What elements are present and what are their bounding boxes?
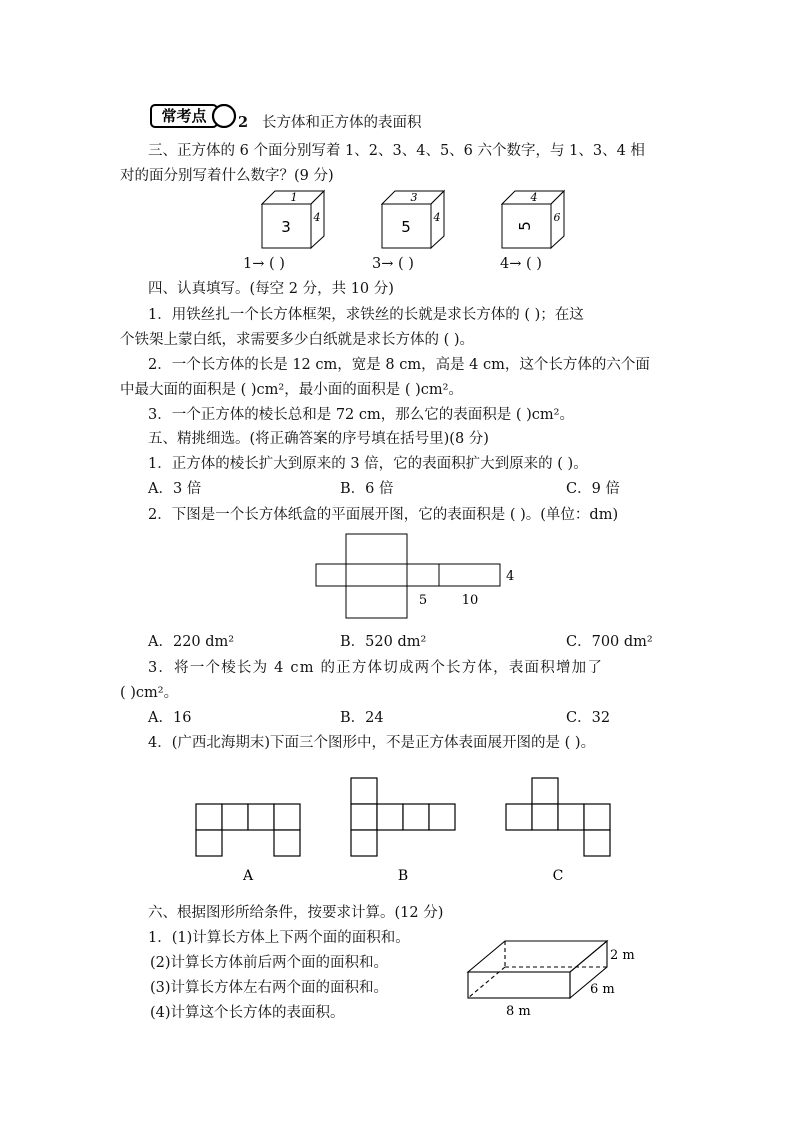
net-b xyxy=(351,778,455,856)
badge-number: 2 xyxy=(238,114,249,131)
cube-1 xyxy=(250,186,340,252)
net-b-label: B xyxy=(397,868,409,884)
dim-height: 2 m xyxy=(610,948,635,963)
q5-item3-opt-c: C．32 xyxy=(566,710,611,726)
q3-answer-1: 1→ ( ) xyxy=(243,256,285,272)
q5-item3a: 3．将一个棱长为 4 cm 的正方体切成两个长方体，表面积增加了 xyxy=(148,660,604,676)
cube-2-side: 4 xyxy=(433,211,441,224)
section-badge xyxy=(150,104,238,128)
q4-item1a: 1．用铁丝扎一个长方体框架，求铁丝的长就是求长方体的 ( )；在这 xyxy=(148,307,584,323)
q5-item2-opt-a: A．220 dm² xyxy=(148,634,235,650)
q5-item3-opt-a: A．16 xyxy=(148,710,192,726)
q5-item4: 4．(广西北海期末)下面三个图形中，不是正方体表面展开图的是 ( )。 xyxy=(148,735,596,751)
q4-title: 四、认真填写。(每空 2 分，共 10 分) xyxy=(148,281,394,297)
q6-item2: (2)计算长方体前后两个面的面积和。 xyxy=(150,955,389,971)
q5-title: 五、精挑细选。(将正确答案的序号填在括号里)(8 分) xyxy=(148,431,489,447)
q5-item3b: ( )cm²。 xyxy=(120,685,179,701)
q6-item4: (4)计算这个长方体的表面积。 xyxy=(150,1005,345,1021)
dim-width: 6 m xyxy=(590,982,615,997)
q3-line2: 对的面分别写着什么数字？(9 分) xyxy=(120,168,334,184)
q5-item2: 2．下图是一个长方体纸盒的平面展开图，它的表面积是 ( )。(单位：dm) xyxy=(148,507,619,523)
cuboid-figure xyxy=(460,935,650,1021)
q3-answer-3: 3→ ( ) xyxy=(372,256,414,272)
net-a-label: A xyxy=(242,868,254,884)
net-label-10: 10 xyxy=(461,593,479,608)
badge-label: 常考点 xyxy=(161,107,207,125)
q4-item2a: 2．一个长方体的长是 12 cm，宽是 8 cm，高是 4 cm，这个长方体的六个面 xyxy=(148,357,650,373)
q5-item2-opt-c: C．700 dm² xyxy=(566,634,653,650)
q3-answer-4: 4→ ( ) xyxy=(500,256,542,272)
cube-1-front: 3 xyxy=(281,218,291,236)
cube-3-front: 5 xyxy=(516,221,534,231)
q4-item3: 3．一个正方体的棱长总和是 72 cm，那么它的表面积是 ( )cm²。 xyxy=(148,407,574,423)
q6-item1: 1．(1)计算长方体上下两个面的面积和。 xyxy=(148,930,410,946)
section-title: 长方体和正方体的表面积 xyxy=(262,115,422,131)
q3-line1: 三、正方体的 6 个面分别写着 1、2、3、4、5、6 六个数字，与 1、3、4 相 xyxy=(148,143,645,159)
cube-3-side: 6 xyxy=(553,211,561,224)
cube-2 xyxy=(370,186,460,252)
cube-1-side: 4 xyxy=(313,211,321,224)
q5-item3-opt-b: B．24 xyxy=(340,710,384,726)
q6-item3: (3)计算长方体左右两个面的面积和。 xyxy=(150,980,389,996)
q5-item1-opt-b: B．6 倍 xyxy=(340,481,394,497)
q6-title: 六、根据图形所给条件，按要求计算。(12 分) xyxy=(148,905,444,921)
net-label-4: 4 xyxy=(506,569,515,584)
cube-1-top: 1 xyxy=(290,191,298,204)
nets-abc-figure xyxy=(190,770,630,888)
q4-item1b: 个铁架上蒙白纸，求需要多少白纸就是求长方体的 ( )。 xyxy=(120,332,475,348)
net-a xyxy=(196,804,300,856)
net-c xyxy=(506,778,610,856)
q5-item1-opt-c: C．9 倍 xyxy=(566,481,620,497)
cube-3 xyxy=(490,186,580,252)
q5-item1-opt-a: A．3 倍 xyxy=(148,481,202,497)
q4-item2b: 中最大面的面积是 ( )cm²，最小面的面积是 ( )cm²。 xyxy=(120,382,463,398)
cube-3-top: 4 xyxy=(530,191,538,204)
cube-2-front: 5 xyxy=(401,218,411,236)
net-label-5: 5 xyxy=(418,593,428,608)
net-c-label: C xyxy=(552,868,564,884)
q5-item2-opt-b: B．520 dm² xyxy=(340,634,427,650)
box-net-figure xyxy=(310,530,530,624)
dim-length: 8 m xyxy=(506,1004,531,1019)
q5-item1: 1．正方体的棱长扩大到原来的 3 倍，它的表面积扩大到原来的 ( )。 xyxy=(148,456,588,472)
cube-2-top: 3 xyxy=(410,191,418,204)
